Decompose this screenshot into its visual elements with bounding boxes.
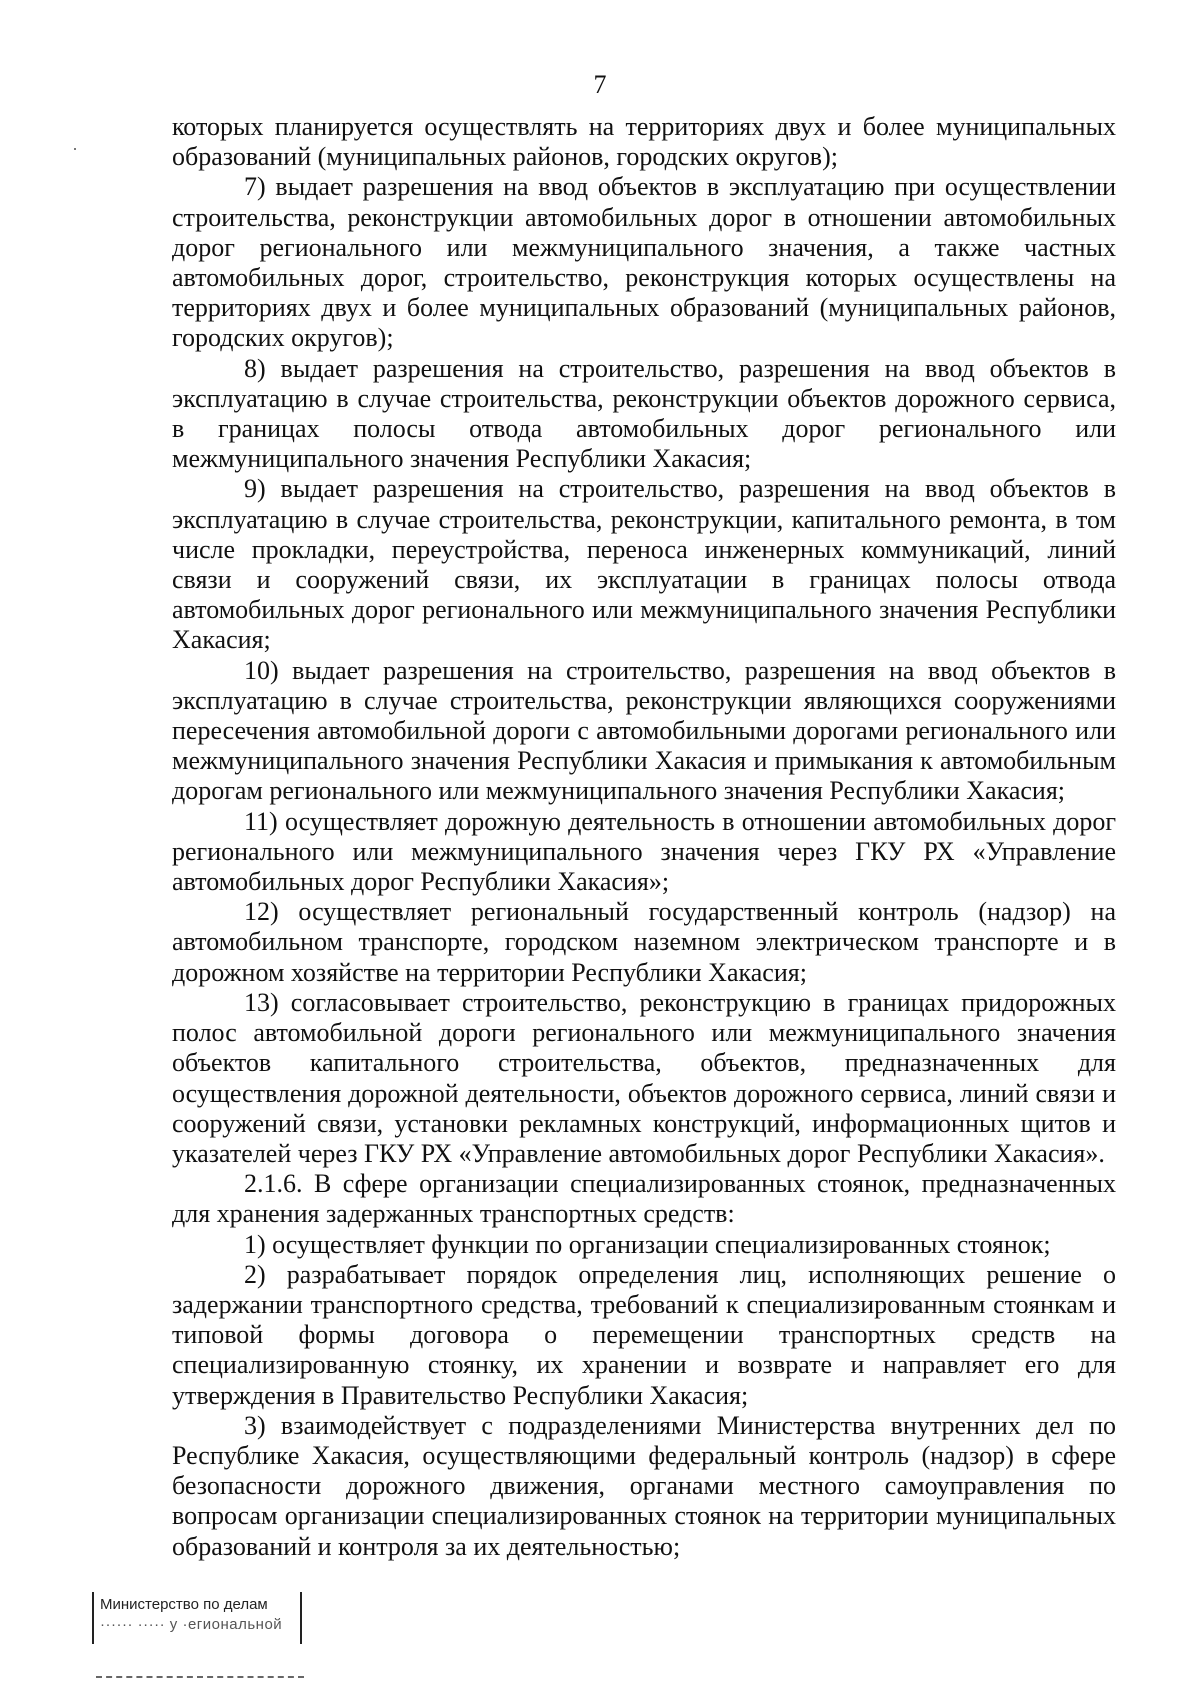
paragraph: 1) осуществляет функции по организации специализированных стоянок; (244, 1229, 1051, 1259)
stamp-line-2: ······ ····· у ·егиональной (100, 1616, 283, 1633)
paragraph: 7) выдает разрешения на ввод объектов в эксплуатацию при осуществлении строительства, реконструкции автомобильных дорог в отношении автомобильных дорог регионального или межмуниципального значения, а также частных автомобильных дорог, строительство, реконструкция которых осуществлены на территориях двух и более муниципальных образований (муниципальных районов, городских округов); (172, 172, 1116, 353)
stamp-underline (96, 1676, 304, 1678)
paragraph: 2) разрабатывает порядок определения лиц, исполняющих решение о задержании транспортного средства, требований к специализированным стоянкам и типовой формы договора о перемещении транспортных средств на специализированную стоянку, их хранении и возврате и направляет его для утверждения в Правительство Республики Хакасия; (172, 1259, 1116, 1410)
scan-speck (74, 148, 76, 150)
paragraph: 10) выдает разрешения на строительство, разрешения на ввод объектов в эксплуатацию в случае строительства, реконструкции являющихся сооружениями пересечения автомобильной дороги с автомобильными дорогами регионального или межмуниципального значения Республики Хакасия и примыкания к автомобильным дорогам регионального или межмуниципального значения Республики Хакасия; (172, 655, 1116, 806)
paragraph: 9) выдает разрешения на строительство, разрешения на ввод объектов в эксплуатацию в случае строительства, реконструкции, капитального ремонта, в том числе прокладки, переустройства, переноса инженерных коммуникаций, линий связи и сооружений связи, их эксплуатации в границах полосы отвода автомобильных дорог регионального или межмуниципального значения Республики Хакасия; (172, 474, 1116, 655)
document-body (172, 112, 1116, 1562)
paragraph: которых планируется осуществлять на территориях двух и более муниципальных образований (муниципальных районов, городских округов); (172, 112, 1116, 172)
stamp-line-1: Министерство по делам (100, 1596, 268, 1613)
ministry-stamp (92, 1592, 302, 1644)
paragraph: 3) взаимодействует с подразделениями Министерства внутренних дел по Республике Хакасия, осуществляющими федеральный контроль (надзор) в сфере безопасности дорожного движения, органами местного самоуправления по вопросам организации специализированных стоянок на территории муниципальных образований и контроля за их деятельностью; (172, 1410, 1116, 1561)
paragraph: 13) согласовывает строительство, реконструкцию в границах придорожных полос автомобильной дороги регионального или межмуниципального значения объектов капитального строительства, объектов, предназначенных для осуществления дорожной деятельности, объектов дорожного сервиса, линий связи и сооружений связи, установки рекламных конструкций, информационных щитов и указателей через ГКУ РХ «Управление автомобильных дорог Республики Хакасия». (172, 987, 1116, 1168)
paragraph: 2.1.6. В сфере организации специализированных стоянок, предназначенных для хранения задержанных транспортных средств: (172, 1169, 1116, 1229)
paragraph: 11) осуществляет дорожную деятельность в отношении автомобильных дорог регионального или межмуниципального значения через ГКУ РХ «Управление автомобильных дорог Республики Хакасия»; (172, 806, 1116, 897)
page-number: 7 (593, 70, 607, 99)
paragraph: 12) осуществляет региональный государственный контроль (надзор) на автомобильном транспорте, городском наземном электрическом транспорте и в дорожном хозяйстве на территории Республики Хакасия; (172, 897, 1116, 987)
paragraph: 8) выдает разрешения на строительство, разрешения на ввод объектов в эксплуатацию в случае строительства, реконструкции объектов дорожного сервиса, в границах полосы отвода автомобильных дорог регионального или межмуниципального значения Республики Хакасия; (172, 353, 1116, 474)
